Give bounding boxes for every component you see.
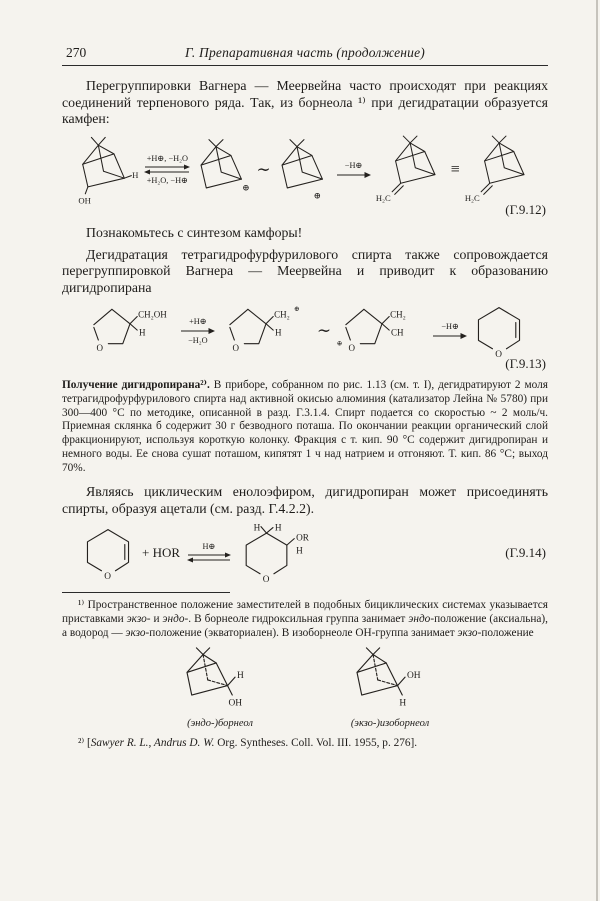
ring-oxygen-label: O (495, 349, 503, 360)
equation-number: (Г.9.14) (505, 544, 546, 560)
h-label: H (138, 327, 146, 338)
page-edge-shadow (596, 0, 598, 901)
oh-label: OH (78, 195, 92, 206)
procedure-body: В приборе, собранном по рис. 1.13 (см. т. I), дегидратируют 2 моля тетрагидрофурфурилового спирта над активной окисью алюминия (катализатор Лейна № 5780) при 300—400 °С по методике, описанной в разд. Г.3.1.4. Спирт подается со скоростью ~ 2 моль/ч. Приемная склянка б содержит 30 г безводного поташа. По окончании реакции органический слой фракционируют, используя короткую колонку. Фракция с т. кип. 90 °С содержит дигидропиран и немного воды. Ее снова сушат поташом, кипятят 1 ч над натрием и отгоняют. Т. кип. 86 °С; выход 70%. (62, 378, 548, 475)
borneol-skeleton (83, 137, 132, 193)
molecule-thf-cation (219, 302, 313, 360)
reaction-arrow-2 (336, 161, 372, 179)
ring-oxygen-label: O (232, 342, 239, 353)
h-label: H (399, 698, 407, 709)
paragraph-acetal: Являясь циклическим енолоэфиром, дигидропиран может присоединять спирты, образуя ацетали (см. разд. Г.4.2.2). (62, 484, 548, 516)
page-header (62, 44, 548, 66)
reaction-arrow-1 (180, 317, 216, 345)
paragraph-intro: Перегруппировки Вагнера — Меервейна часто происходят при реакциях соединений терпенового ряда. Так, из борнеола ¹⁾ при дегидратации образуется камфен: (62, 78, 548, 127)
paragraph-dehydration: Дегидратация тетрагидрофурфурилового спирта также сопровождается перегруппировкой Вагнера — Меервейна и приводит к образованию дигидропирана (62, 246, 548, 296)
oh-label: OH (406, 671, 421, 682)
reaction-scheme-g913 (62, 302, 548, 372)
arrow-top-label: −H⊕ (344, 160, 363, 170)
h-label: H (132, 170, 139, 181)
molecule-dihydropyran (471, 302, 527, 360)
plus-hor-label: + HOR (142, 544, 181, 560)
scheme-g914-row (62, 522, 548, 583)
footnote-2: ²⁾ [Sawyer R. L., Andrus D. W. Org. Syntheses. Coll. Vol. III. 1955, p. 276]. (78, 737, 418, 750)
page-number: 270 (66, 45, 87, 60)
endo-borneol-figure (172, 646, 268, 729)
arrow-right-icon (180, 327, 216, 335)
equilibrium-arrows-icon (186, 552, 232, 563)
equation-number: (Г.9.13) (505, 355, 546, 371)
oh-label: OH (228, 698, 243, 709)
molecule-camphene (375, 135, 447, 204)
ring-oxygen-label: O (348, 342, 356, 353)
or-label: OR (296, 532, 309, 543)
ring-oxygen-label: O (262, 574, 270, 584)
plus-charge-label: ⊕ (336, 340, 343, 348)
molecule-exo-isoborneol (342, 646, 438, 712)
arrow-top-label: +H⊕ (189, 316, 207, 326)
h-label: H (253, 522, 261, 533)
arrow-right-icon (336, 171, 372, 179)
plus-charge-label: ⊕ (293, 305, 300, 313)
paragraph-camphor: Познакомьтесь с синтезом камфоры! (86, 225, 303, 241)
ring-oxygen-label: O (96, 342, 103, 353)
molecule-endo-borneol (172, 646, 268, 712)
molecule-acetal (235, 522, 335, 583)
molecule-carbocation-2 (275, 137, 333, 202)
exo-isoborneol-figure (342, 646, 438, 729)
exo-isoborneol-caption: (экзо-)изоборнеол (350, 718, 430, 730)
equilibrium-arrow (186, 542, 232, 563)
arrow-bottom-label: −H₂O (188, 335, 208, 345)
ch2-label: CH₂ (390, 309, 406, 320)
arrow-top-label: −H⊕ (441, 321, 459, 331)
scheme-g913-row (62, 302, 548, 360)
footnote-divider (62, 592, 230, 593)
plus-charge-label: ⊕ (313, 190, 321, 201)
ch2-label: CH₂ (274, 309, 290, 320)
arrow-bottom-label: +H₂O, −H⊕ (146, 176, 189, 186)
ch-label: CH (391, 327, 404, 338)
reaction-scheme-g914 (62, 522, 548, 583)
molecule-oxocarbenium (335, 302, 429, 360)
reaction-arrow-1 (143, 154, 191, 185)
h2c-label: H₂C (464, 193, 480, 204)
molecule-dihydropyran (80, 524, 136, 582)
plus-charge-label: ⊕ (242, 182, 251, 193)
arrow-top-label: +H⊕, −H₂O (146, 153, 189, 163)
equation-number: (Г.9.12) (505, 202, 546, 218)
footnote-structures (62, 646, 548, 729)
molecule-borneol (74, 133, 140, 206)
footnote-1: ¹⁾ Пространственное положение заместителей в подобных бициклических системах указывается приставками экзо- и эндо-. В борнеоле гидроксильная группа занимает эндо-положение (аксиальна), а водород — экзо-положение (экваториален). В изоборнеоле ОН-группа занимает экзо-положение (62, 599, 549, 640)
h-label: H (274, 522, 282, 533)
procedure-paragraph (62, 379, 548, 476)
rearrangement-tilde-icon: ∼ (256, 160, 271, 180)
identity-sign: ≡ (450, 160, 460, 178)
ring-oxygen-label: O (104, 572, 112, 582)
h-label: H (274, 327, 282, 338)
h2c-label: H₂C (375, 193, 391, 204)
h-label: H (236, 671, 244, 682)
scheme-g912-row (62, 133, 548, 206)
h-label: H (296, 545, 303, 556)
running-header: Г. Препаративная часть (продолжение) (184, 45, 425, 60)
procedure-title: Получение дигидропирана²⁾. (62, 378, 210, 391)
molecule-thf-alcohol (83, 302, 177, 360)
reversible-arrow-icon (143, 164, 191, 175)
ch2oh-label: CH₂OH (138, 309, 167, 320)
arrow-top-label: H⊕ (202, 542, 216, 552)
endo-borneol-caption: (эндо-)борнеол (187, 718, 253, 730)
reaction-scheme-g912 (62, 133, 548, 218)
rearrangement-tilde-icon: ∼ (316, 321, 332, 341)
arrow-right-icon (432, 332, 468, 340)
molecule-camphene-alt (464, 135, 536, 204)
molecule-carbocation-1 (194, 137, 252, 202)
reaction-arrow-2 (432, 322, 468, 340)
